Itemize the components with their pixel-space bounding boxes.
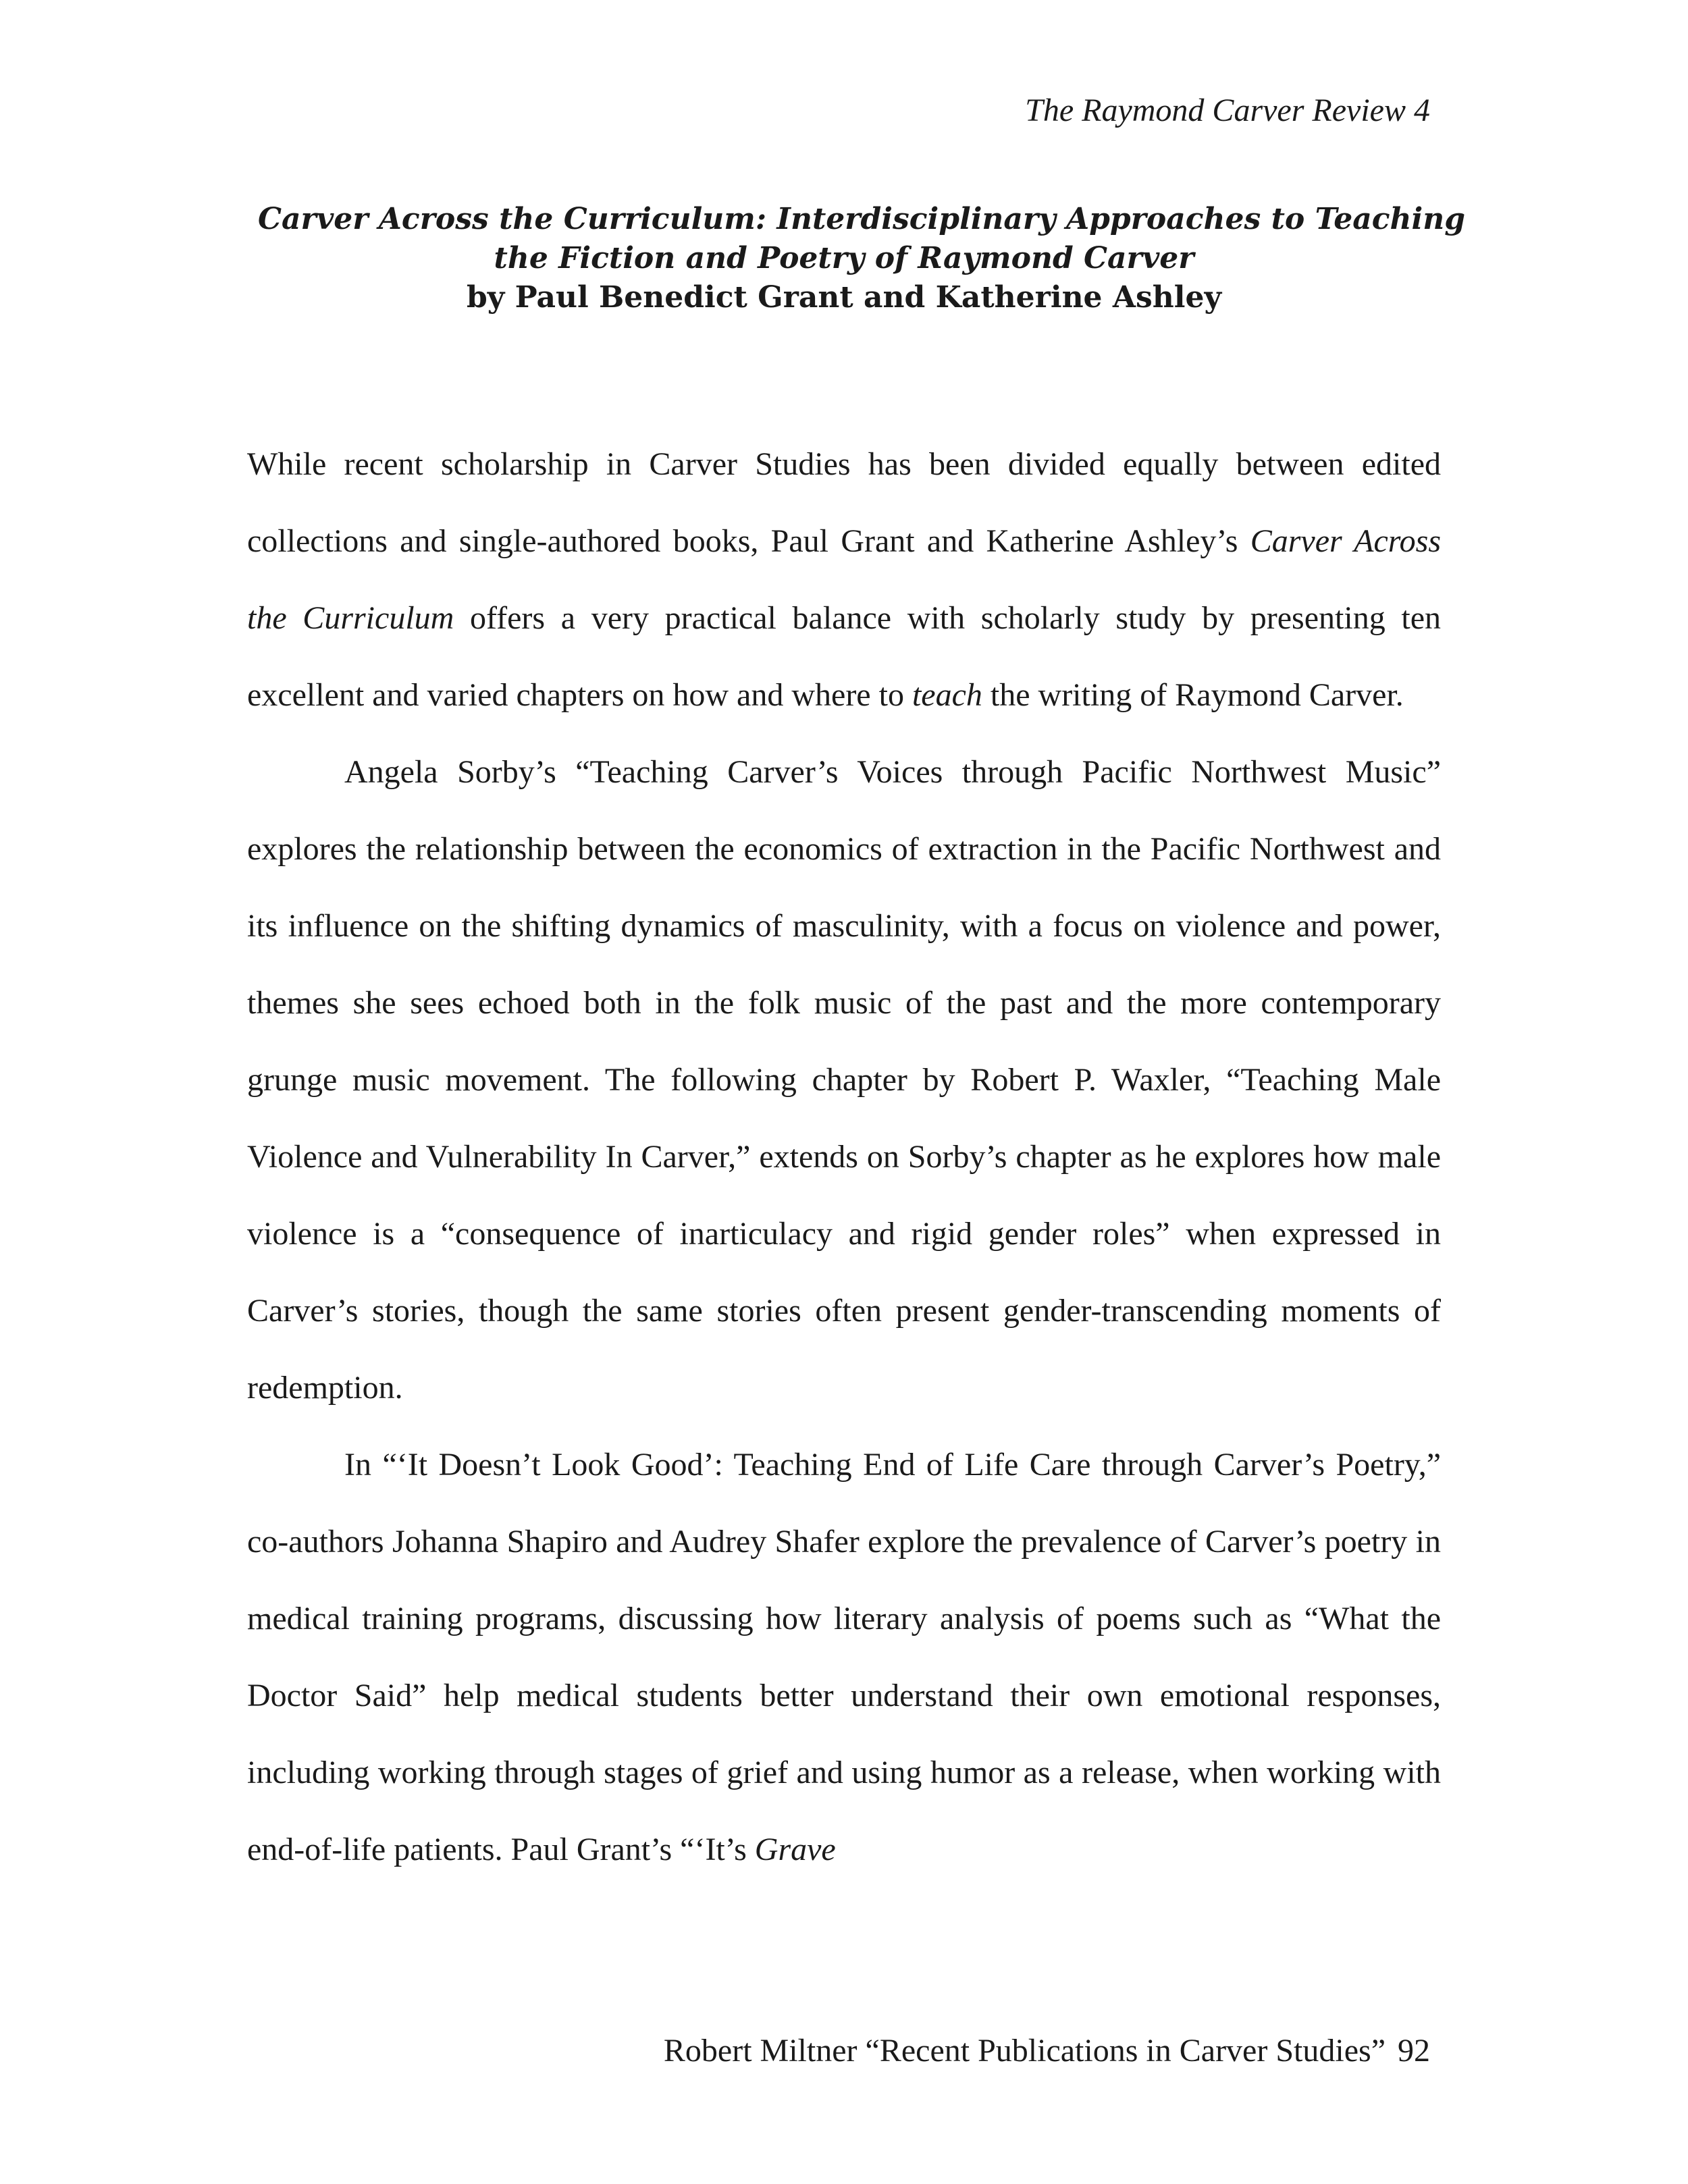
review-body [247,426,1441,1888]
book-title-line-1: Carver Across the Curriculum: Interdisciplinary Approaches to Teaching [258,202,1466,236]
book-title-line-2: the Fiction and Poetry of Raymond Carver [494,241,1194,275]
review-heading [258,200,1466,317]
paragraph-3 [247,1427,1441,1888]
emphasis-teach: teach [912,677,982,713]
book-title-reference: Carver Across the Curriculum [247,523,1442,636]
paragraph-3-text-a: In “‘It Doesn’t Look Good’: Teaching End of Life Care through Carver’s Poetry,” co-authors Johanna Shapiro and Audrey Shafer explore the prevalence of Carver’s poetry in medical training programs, discussing how literary analysis of poems such as “What the Doctor Said” help medical students better understand their own emotional responses, including working through stages of grief and using humor as a release, when working with end-of-life patients. Paul Grant’s “‘It’s [247,1447,1441,1867]
running-footer [664,2035,1430,2067]
byline: by Paul Benedict Grant and Katherine Ashley [466,280,1222,315]
paragraph-1-text-a: While recent scholarship in Carver Studies has been divided equally between edited collections and single-authored books, Paul Grant and Katherine Ashley’s [247,446,1441,559]
paragraph-1-text-b: offers a very practical balance with scholarly study by presenting ten excellent and varied chapters on how and where to [247,600,1442,713]
emphasis-grave: Grave [754,1832,836,1867]
footer-title: Robert Miltner “Recent Publications in Carver Studies” [663,2033,1386,2069]
paragraph-1 [247,426,1441,734]
paragraph-2: Angela Sorby’s “Teaching Carver’s Voices through Pacific Northwest Music” explores the relationship between the economics of extraction in the Pacific Northwest and its influence on the shifting dynamics of masculinity, with a focus on violence and power, themes she sees echoed both in the folk music of the past and the more contemporary grunge music movement. The following chapter by Robert P. Waxler, “Teaching Male Violence and Vulnerability In Carver,” extends on Sorby’s chapter as he explores how male violence is a “consequence of inarticulacy and rigid gender roles” when expressed in Carver’s stories, though the same stories often present gender-transcending moments of redemption. [247,754,1441,1406]
running-header: The Raymond Carver Review 4 [1025,92,1430,128]
paragraph-1-text-c: the writing of Raymond Carver. [982,677,1404,713]
page-number: 92 [1398,2033,1430,2069]
